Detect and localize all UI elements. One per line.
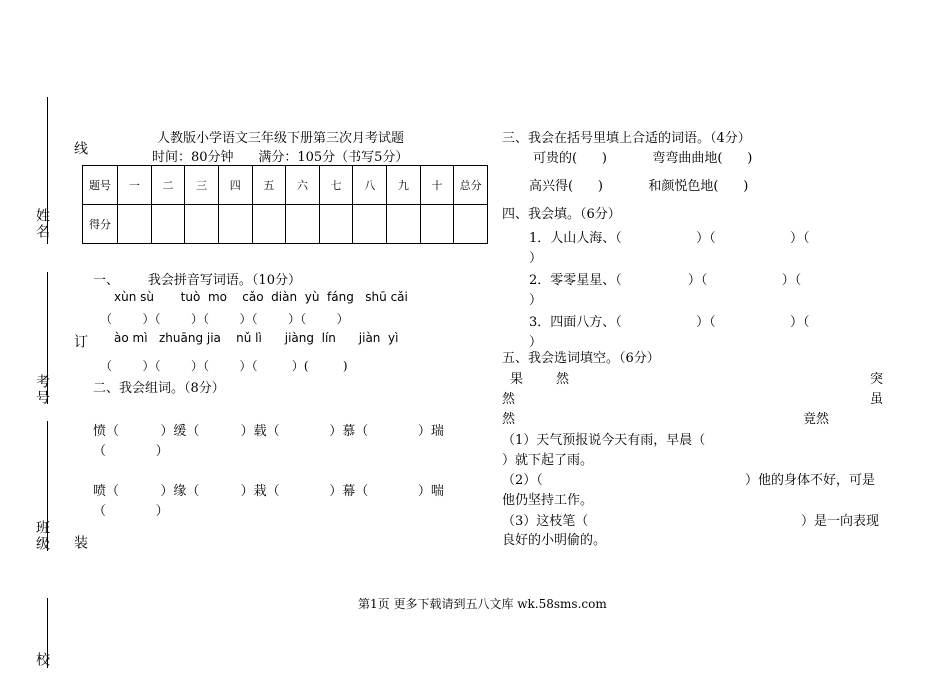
binding-mark-line: 线: [72, 141, 88, 157]
school-label: 校: [34, 652, 50, 668]
q3-line-1[interactable]: 可贵的( ) 弯弯曲曲地( ): [533, 151, 753, 166]
q4-title: 四、我会填。（6分）: [502, 207, 621, 222]
q1-pinyin-row-1: xùn sù tuò mo cǎo diàn yù fáng shū cǎi: [114, 290, 408, 304]
table-cell: 八: [353, 166, 387, 205]
table-cell: 三: [185, 166, 219, 205]
q5-sentence-2b[interactable]: ）他的身体不好，可是: [745, 473, 876, 488]
q3-line-2[interactable]: 高兴得( ) 和颜悦色地( ): [529, 179, 749, 194]
q5-sentence-1a[interactable]: （1）天气预报说今天有雨，早晨（: [502, 433, 706, 448]
q1-blanks-row-1[interactable]: （ ）（ ）（ ）（ ）（ ）: [100, 312, 349, 326]
table-cell: 四: [218, 166, 252, 205]
table-cell: 六: [286, 166, 320, 205]
score-input-cell[interactable]: [454, 205, 488, 244]
q2-row-1[interactable]: 愤（ ）缓（ ）载（ ）慕（ ）瑞: [93, 424, 444, 439]
q4-item-3-tail[interactable]: ）: [529, 335, 543, 350]
q2-row-2-tail[interactable]: （ ）: [93, 504, 169, 519]
score-input-cell[interactable]: [319, 205, 353, 244]
q5-word-turan-2: 然: [502, 392, 516, 407]
q5-sentence-2a[interactable]: （2）（: [502, 473, 543, 488]
q1-blanks-row-2[interactable]: （ ）（ ）（ ）（ ）( ): [100, 359, 348, 373]
q3-title: 三、我会在括号里填上合适的词语。（4分）: [502, 131, 751, 146]
q5-sentence-3a[interactable]: （3）这枝笔（: [502, 514, 589, 529]
q4-item-3[interactable]: 3．四面八方、（ ）（ ）（: [529, 315, 810, 330]
q5-title: 五、我会选词填空。（6分）: [502, 351, 660, 366]
table-cell: 五: [252, 166, 286, 205]
table-cell: 题号: [83, 166, 118, 205]
q5-sentence-2c: 他仍坚持工作。: [502, 493, 594, 508]
q5-sentence-3b[interactable]: ）是一向表现: [801, 514, 880, 529]
q1-title: 一、 我会拼音写词语。（10分）: [93, 273, 301, 288]
score-input-cell[interactable]: [151, 205, 185, 244]
score-input-cell[interactable]: [420, 205, 454, 244]
score-table-score-row: [83, 205, 488, 244]
score-input-cell[interactable]: [252, 205, 286, 244]
q4-item-2[interactable]: 2．零零星星、（ ）（ ）（: [529, 273, 802, 288]
table-cell: 一: [118, 166, 152, 205]
q4-item-1-tail[interactable]: ）: [529, 251, 543, 266]
binding-mark-ding: 订: [72, 334, 88, 350]
score-input-cell[interactable]: [286, 205, 320, 244]
name-label: 姓名: [34, 208, 50, 240]
table-cell: 二: [151, 166, 185, 205]
binding-mark-zhuang: 装: [72, 535, 88, 551]
score-input-cell[interactable]: [118, 205, 152, 244]
exam-subtitle: 时间：80分钟 满分：105分（书写5分）: [152, 150, 409, 165]
q5-word-suiran-2: 然: [502, 412, 516, 427]
q5-word-turan-1: 突: [870, 372, 884, 387]
q5-sentence-3c: 良好的小明偷的。: [502, 533, 607, 548]
table-cell: 九: [387, 166, 421, 205]
page-footer: 第1页 更多下载请到五八文库 wk.58sms.com: [358, 597, 607, 611]
table-cell: 七: [319, 166, 353, 205]
score-input-cell[interactable]: [218, 205, 252, 244]
q5-word-suiran-1: 虽: [870, 392, 884, 407]
score-input-cell[interactable]: [185, 205, 219, 244]
q2-title: 二、我会组词。（8分）: [93, 381, 225, 396]
score-input-cell[interactable]: [387, 205, 421, 244]
exam-number-label: 考号: [34, 374, 50, 406]
exam-title: 人教版小学语文三年级下册第三次月考试题: [157, 131, 405, 146]
q4-item-1[interactable]: 1．人山人海、（ ）（ ）（: [529, 231, 810, 246]
class-label: 班级: [34, 520, 50, 552]
q5-word-guoran: 果 然: [510, 372, 570, 387]
q4-item-2-tail[interactable]: ）: [529, 293, 543, 308]
score-input-cell[interactable]: [353, 205, 387, 244]
table-cell: 总分: [454, 166, 488, 205]
q5-sentence-1b[interactable]: ）就下起了雨。: [502, 453, 594, 468]
table-cell: 得分: [83, 205, 118, 244]
score-table: [82, 165, 488, 244]
q2-row-2[interactable]: 喷（ ）缘（ ）栽（ ）幕（ ）喘: [93, 484, 444, 499]
q1-pinyin-row-2: ào mì zhuāng jia nǔ lì jiàng lín jiàn yì: [114, 331, 399, 345]
table-cell: 十: [420, 166, 454, 205]
score-table-header-row: [83, 166, 488, 205]
q2-row-1-tail[interactable]: （ ）: [93, 444, 169, 459]
q5-word-jingran: 竟然: [803, 412, 830, 427]
